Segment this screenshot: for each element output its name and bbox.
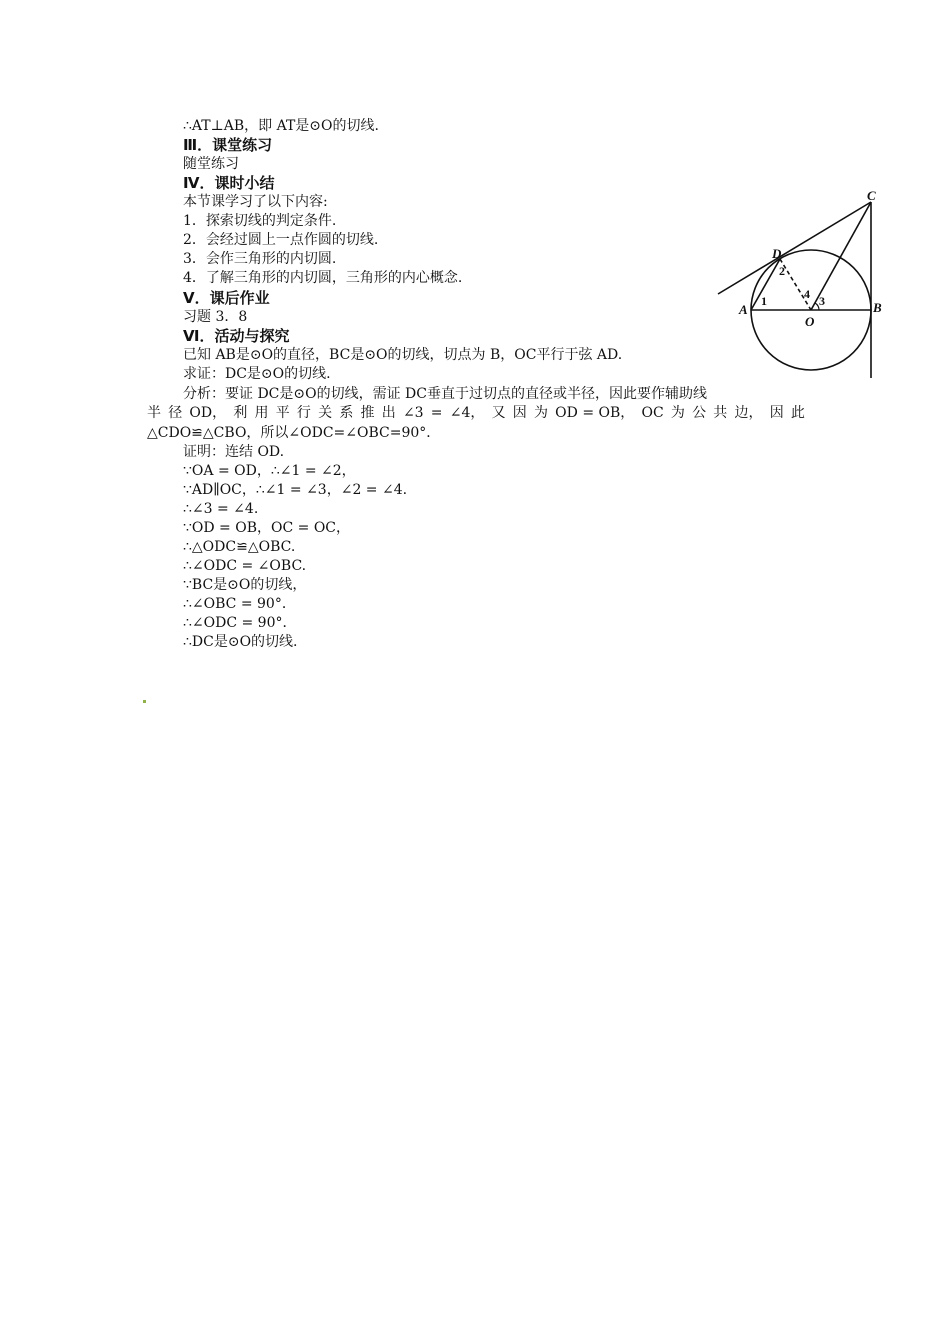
heading-summary: Ⅳ．课时小结 [183, 174, 275, 192]
line-analysis-2: 半 径 OD， 利 用 平 行 关 系 推 出 ∠3 = ∠4， 又 因 为 OD = OB， OC 为 公 共 边， 因 此 [147, 405, 805, 421]
line-practice: 随堂练习 [183, 156, 239, 172]
line-problem: 已知 AB是⊙O的直径，BC是⊙O的切线，切点为 B，OC平行于弦 AD. [183, 347, 623, 363]
line-analysis-3: △CDO≌△CBO，所以∠ODC=∠OBC=90°． [147, 425, 441, 441]
page-dot-mark [143, 700, 146, 703]
label-c: C [867, 188, 876, 203]
label-a: A [739, 302, 748, 317]
angle-label-3: 3 [819, 294, 825, 308]
line-summary-4: 4．了解三角形的内切圆，三角形的内心概念. [183, 270, 463, 286]
proof-line-6: ∴∠ODC = ∠OBC. [183, 558, 307, 574]
angle-label-1: 1 [761, 294, 767, 308]
geometry-figure [712, 186, 892, 382]
line-analysis-1: 分析：要证 DC是⊙O的切线，需证 DC垂直于过切点的直径或半径，因此要作辅助线 [183, 386, 707, 402]
heading-homework: Ⅴ．课后作业 [183, 289, 270, 307]
proof-line-0: 证明：连结 OD. [183, 444, 285, 460]
label-b: B [873, 300, 882, 315]
proof-line-7: ∵BC是⊙O的切线， [183, 577, 307, 593]
proof-line-2: ∵AD∥OC，∴∠1 = ∠3，∠2 = ∠4. [183, 482, 408, 498]
line-summary-3: 3．会作三角形的内切圆. [183, 251, 337, 267]
proof-line-3: ∴∠3 = ∠4. [183, 501, 259, 517]
proof-line-10: ∴DC是⊙O的切线. [183, 634, 298, 650]
label-d: D [772, 246, 782, 261]
label-o: O [805, 314, 815, 329]
angle-label-4: 4 [804, 287, 810, 301]
proof-line-9: ∴∠ODC = 90°． [183, 615, 297, 631]
proof-line-8: ∴∠OBC = 90°． [183, 596, 296, 612]
proof-line-4: ∵OD = OB，OC = OC， [183, 520, 351, 536]
line-homework: 习题 3．8 [183, 309, 248, 325]
line-prove: 求证：DC是⊙O的切线. [183, 366, 331, 382]
line-summary-intro: 本节课学习了以下内容: [183, 194, 328, 210]
heading-activity: Ⅵ．活动与探究 [183, 327, 290, 345]
proof-line-5: ∴△ODC≌△OBC. [183, 539, 296, 555]
tangent-dc [718, 202, 871, 294]
proof-line-1: ∵OA = OD，∴∠1 = ∠2， [183, 463, 356, 479]
line-summary-1: 1．探索切线的判定条件. [183, 213, 337, 229]
line-conclusion: ∴AT⊥AB，即 AT是⊙O的切线. [183, 118, 379, 134]
line-summary-2: 2．会经过圆上一点作圆的切线. [183, 232, 379, 248]
heading-practice: Ⅲ．课堂练习 [183, 136, 273, 154]
angle-label-2: 2 [779, 264, 785, 278]
